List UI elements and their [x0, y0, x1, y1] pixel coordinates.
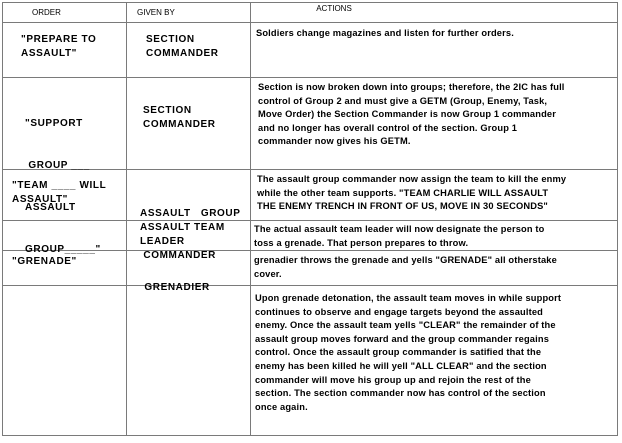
- header-given-by: GIVEN BY: [137, 8, 175, 17]
- table-row-order: [21, 33, 96, 61]
- action-line: once again.: [255, 401, 308, 412]
- column-divider-1: [126, 2, 127, 436]
- action-line: Move Order) the Section Commander is now Group 1 commander: [258, 109, 556, 120]
- table-row-order: [12, 179, 106, 207]
- order-line: "TEAM ____ WILL: [12, 180, 107, 191]
- action-line: assault group moves forward and the group commander regains: [255, 333, 550, 344]
- table-row-given-by: [140, 221, 225, 249]
- order-line: "SUPPORT: [25, 118, 83, 129]
- order-line: "PREPARE TO: [21, 34, 97, 45]
- given-by-line: ASSAULT TEAM: [140, 222, 225, 233]
- action-line: commander will move his group up and rejoin the rest of the: [255, 374, 531, 385]
- given-by-line: SECTION: [143, 105, 192, 116]
- action-line: grenadier throws the grenade and yells "GRENADE" all otherstake: [254, 255, 557, 265]
- order-line: GROUP ___: [25, 160, 90, 171]
- action-line: while the other team supports. "TEAM CHARLIE WILL ASSAULT: [257, 187, 549, 198]
- column-divider-2: [250, 2, 251, 436]
- given-by-line: ASSAULT GROUP: [140, 208, 241, 219]
- table-row-given-by: [146, 33, 219, 61]
- given-by-line: LEADER: [140, 236, 185, 247]
- table-row-action: [257, 173, 566, 214]
- order-line: GROUP_____": [25, 244, 101, 255]
- given-by-line: SECTION: [146, 34, 195, 45]
- header-order: ORDER: [32, 8, 61, 17]
- table-row-action: [258, 81, 565, 149]
- action-line: control. Once the assault group commander is satified that the: [255, 347, 542, 358]
- order-line: ASSAULT": [21, 48, 78, 59]
- table-row-action: [254, 223, 545, 250]
- table-row-action: [254, 254, 557, 281]
- table-row-order: [12, 255, 77, 269]
- row-divider: [2, 22, 618, 23]
- action-line: The assault group commander now assign the team to kill the enmy: [257, 174, 567, 184]
- given-by-line: COMMANDER: [140, 250, 216, 261]
- action-line: enemy has been killed he will yell "ALL CLEAR" and the section: [255, 360, 547, 371]
- given-by-line: GRENADIER: [141, 282, 210, 293]
- action-line: commander now gives his GETM.: [258, 136, 411, 147]
- given-by-line: COMMANDER: [146, 48, 219, 59]
- action-line: section. The section commander now has control of the section: [255, 388, 546, 399]
- table-row-given-by: [143, 104, 216, 132]
- action-line: enemy. Once the assault team yells "CLEAR" the remainder of the: [255, 320, 556, 331]
- action-line: toss a grenade. That person prepares to throw.: [254, 237, 469, 248]
- action-line: continues to observe and engage targets beyond the assaulted: [255, 306, 543, 317]
- order-line: ASSAULT": [12, 194, 69, 205]
- action-line: The actual assault team leader will now designate the person to: [254, 224, 545, 234]
- action-line: and no longer has overall control of the section. Group 1: [258, 122, 518, 133]
- given-by-line: COMMANDER: [143, 119, 216, 130]
- action-line: control of Group 2 and must give a GETM (Group, Enemy, Task,: [258, 95, 548, 106]
- table-row-action: [255, 292, 561, 414]
- action-line: Upon grenade detonation, the assault team moves in while support: [255, 293, 562, 303]
- order-line: "GRENADE": [12, 256, 77, 267]
- table-row-action: [256, 27, 514, 41]
- table-row-given-by: [141, 253, 210, 323]
- action-line: Soldiers change magazines and listen for further orders.: [256, 28, 514, 38]
- action-line: cover.: [254, 268, 282, 279]
- row-divider: [2, 77, 618, 78]
- action-line: Section is now broken down into groups; therefore, the 2IC has full: [258, 82, 565, 92]
- row-divider: [2, 285, 618, 286]
- header-actions: ACTIONS: [316, 4, 352, 13]
- action-line: THE ENEMY TRENCH IN FRONT OF US, MOVE IN 30 SECONDS": [257, 201, 548, 212]
- order-line: ASSAULT: [25, 202, 76, 213]
